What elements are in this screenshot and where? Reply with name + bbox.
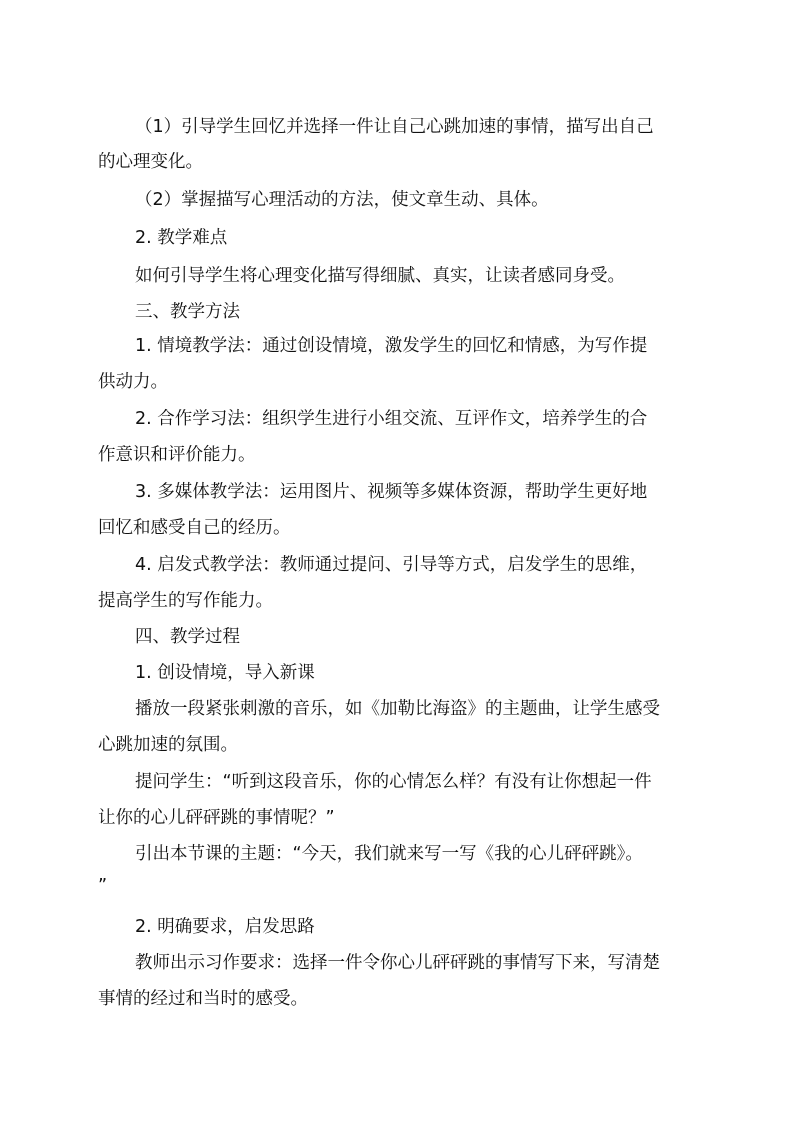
paragraph-line-14: 提高学生的写作能力。 [98, 591, 273, 611]
section-heading-teaching-process: 四、教学过程 [135, 627, 240, 647]
paragraph-line-22: ” [98, 876, 108, 896]
paragraph-line-17: 播放一段紧张刺激的音乐，如《加勒比海盗》的主题曲，让学生感受 [135, 699, 660, 719]
section-heading-teaching-methods: 三、教学方法 [135, 302, 240, 322]
paragraph-line-3: （2）掌握描写心理活动的方法，使文章生动、具体。 [135, 190, 549, 210]
paragraph-line-18: 心跳加速的氛围。 [98, 735, 238, 755]
paragraph-line-7: 1. 情境教学法：通过创设情境，激发学生的回忆和情感，为写作提 [135, 336, 648, 356]
paragraph-line-10: 作意识和评价能力。 [98, 445, 256, 465]
paragraph-line-25: 事情的经过和当时的感受。 [98, 989, 308, 1009]
paragraph-line-12: 回忆和感受自己的经历。 [98, 518, 291, 538]
paragraph-line-21: 引出本节课的主题：“今天，我们就来写一写《我的心儿砰砰跳》。 [135, 844, 643, 864]
paragraph-line-13: 4. 启发式教学法：教师通过提问、引导等方式，启发学生的思维， [135, 555, 648, 575]
paragraph-line-11: 3. 多媒体教学法：运用图片、视频等多媒体资源，帮助学生更好地 [135, 482, 648, 502]
paragraph-line-19: 提问学生：“听到这段音乐，你的心情怎么样？有没有让你想起一件 [135, 772, 652, 792]
paragraph-line-20: 让你的心儿砰砰跳的事情呢？” [98, 808, 335, 828]
paragraph-line-24: 教师出示习作要求：选择一件令你心儿砰砰跳的事情写下来，写清楚 [135, 953, 660, 973]
paragraph-line-9: 2. 合作学习法：组织学生进行小组交流、互评作文，培养学生的合 [135, 409, 648, 429]
paragraph-line-8: 供动力。 [98, 372, 168, 392]
paragraph-line-1: （1）引导学生回忆并选择一件让自己心跳加速的事情，描写出自己 [135, 117, 654, 137]
section-heading-teaching-difficulty: 2. 教学难点 [135, 228, 228, 248]
subsection-heading-clarify-requirements: 2. 明确要求，启发思路 [135, 917, 315, 937]
subsection-heading-create-scene: 1. 创设情境，导入新课 [135, 663, 315, 683]
paragraph-line-2: 的心理变化。 [98, 152, 203, 172]
paragraph-line-5: 如何引导学生将心理变化描写得细腻、真实，让读者感同身受。 [135, 266, 625, 286]
